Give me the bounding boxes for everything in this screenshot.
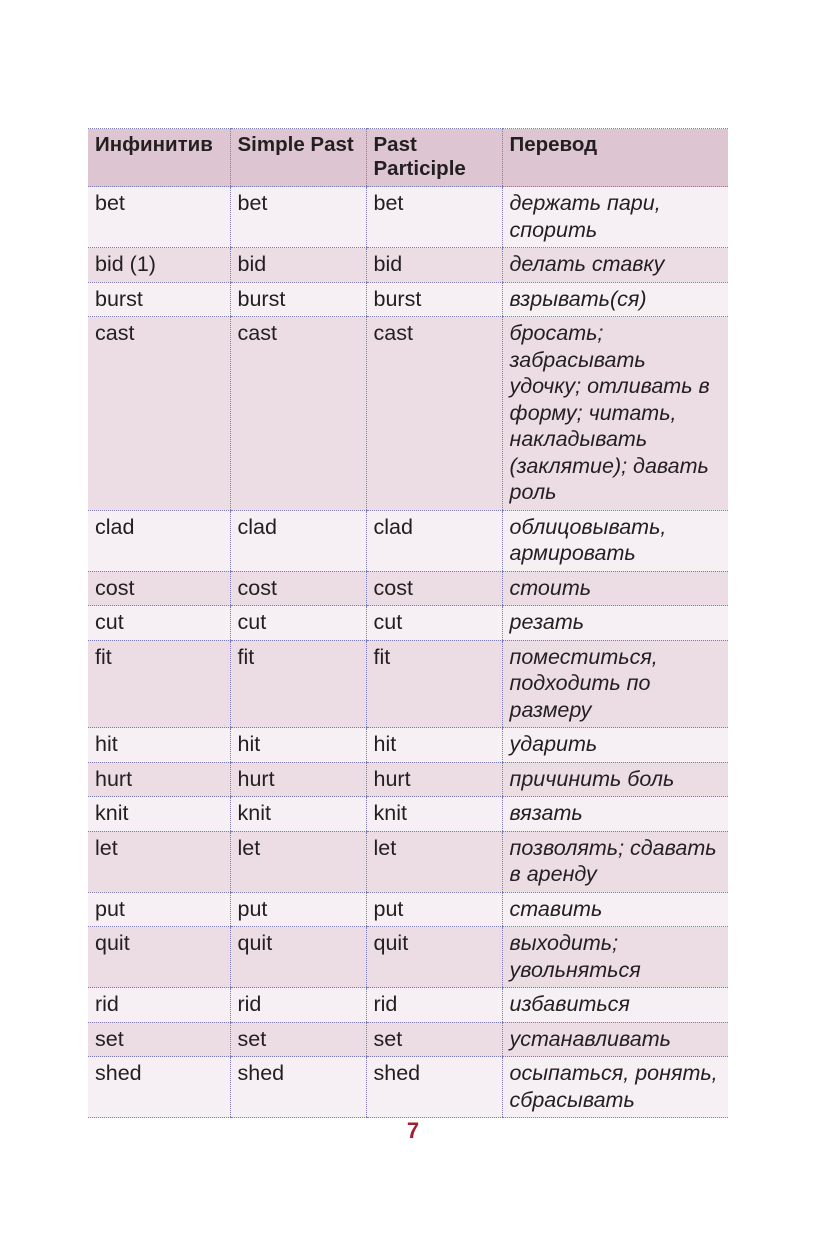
cell-translation: позволять; сдавать в аренду — [502, 831, 728, 892]
table-row — [88, 728, 728, 763]
cell-simple-past: burst — [230, 282, 366, 317]
table-row — [88, 317, 728, 511]
table-row — [88, 571, 728, 606]
cell-infinitive: cast — [88, 317, 230, 511]
header-infinitive: Инфинитив — [88, 129, 230, 187]
cell-infinitive: set — [88, 1022, 230, 1057]
cell-translation: поместиться, подходить по размеру — [502, 640, 728, 728]
cell-translation: ударить — [502, 728, 728, 763]
cell-past-participle: shed — [366, 1057, 502, 1118]
table-row — [88, 1022, 728, 1057]
cell-past-participle: cut — [366, 606, 502, 641]
cell-infinitive: fit — [88, 640, 230, 728]
cell-translation: бросать; забрасывать удочку; отливать в форму; читать, накладывать (заклятие); давать роль — [502, 317, 728, 511]
cell-simple-past: fit — [230, 640, 366, 728]
cell-translation: устанавливать — [502, 1022, 728, 1057]
cell-translation: облицовывать, армировать — [502, 510, 728, 571]
cell-simple-past: clad — [230, 510, 366, 571]
cell-infinitive: rid — [88, 988, 230, 1023]
cell-past-participle: bid — [366, 248, 502, 283]
table-row — [88, 1057, 728, 1118]
cell-translation: держать пари, спорить — [502, 187, 728, 248]
cell-past-participle: put — [366, 892, 502, 927]
cell-infinitive: shed — [88, 1057, 230, 1118]
cell-simple-past: rid — [230, 988, 366, 1023]
cell-infinitive: hit — [88, 728, 230, 763]
header-past-participle: Past Participle — [366, 129, 502, 187]
table-row — [88, 640, 728, 728]
page-number: 7 — [406, 1118, 420, 1143]
cell-simple-past: bet — [230, 187, 366, 248]
cell-translation: резать — [502, 606, 728, 641]
cell-translation: избавиться — [502, 988, 728, 1023]
cell-translation: взрывать(ся) — [502, 282, 728, 317]
cell-infinitive: quit — [88, 927, 230, 988]
cell-simple-past: cut — [230, 606, 366, 641]
cell-simple-past: let — [230, 831, 366, 892]
header-simple-past: Simple Past — [230, 129, 366, 187]
table-row — [88, 187, 728, 248]
cell-infinitive: knit — [88, 797, 230, 832]
cell-past-participle: cost — [366, 571, 502, 606]
table-row — [88, 762, 728, 797]
cell-simple-past: cost — [230, 571, 366, 606]
cell-infinitive: cut — [88, 606, 230, 641]
cell-translation: делать ставку — [502, 248, 728, 283]
table-row — [88, 606, 728, 641]
cell-translation: стоить — [502, 571, 728, 606]
cell-past-participle: knit — [366, 797, 502, 832]
cell-simple-past: cast — [230, 317, 366, 511]
table-header-row — [88, 129, 728, 187]
header-translation: Перевод — [502, 129, 728, 187]
table-row — [88, 282, 728, 317]
cell-past-participle: quit — [366, 927, 502, 988]
cell-translation: причинить боль — [502, 762, 728, 797]
table-row — [88, 510, 728, 571]
table-row — [88, 892, 728, 927]
cell-infinitive: bid (1) — [88, 248, 230, 283]
cell-simple-past: set — [230, 1022, 366, 1057]
cell-past-participle: hurt — [366, 762, 502, 797]
cell-simple-past: shed — [230, 1057, 366, 1118]
cell-infinitive: bet — [88, 187, 230, 248]
table-row — [88, 988, 728, 1023]
cell-past-participle: hit — [366, 728, 502, 763]
cell-simple-past: knit — [230, 797, 366, 832]
cell-infinitive: put — [88, 892, 230, 927]
cell-translation: выходить; увольняться — [502, 927, 728, 988]
table-row — [88, 927, 728, 988]
cell-simple-past: hurt — [230, 762, 366, 797]
cell-infinitive: burst — [88, 282, 230, 317]
cell-infinitive: cost — [88, 571, 230, 606]
cell-simple-past: hit — [230, 728, 366, 763]
cell-infinitive: clad — [88, 510, 230, 571]
table-row — [88, 797, 728, 832]
table-row — [88, 248, 728, 283]
cell-past-participle: rid — [366, 988, 502, 1023]
cell-infinitive: let — [88, 831, 230, 892]
cell-past-participle: set — [366, 1022, 502, 1057]
irregular-verbs-table — [88, 128, 728, 1118]
cell-past-participle: clad — [366, 510, 502, 571]
cell-translation: ставить — [502, 892, 728, 927]
cell-past-participle: burst — [366, 282, 502, 317]
cell-simple-past: put — [230, 892, 366, 927]
cell-translation: осыпаться, ронять, сбрасывать — [502, 1057, 728, 1118]
cell-past-participle: let — [366, 831, 502, 892]
cell-past-participle: fit — [366, 640, 502, 728]
cell-simple-past: bid — [230, 248, 366, 283]
cell-past-participle: bet — [366, 187, 502, 248]
cell-infinitive: hurt — [88, 762, 230, 797]
table-row — [88, 831, 728, 892]
cell-past-participle: cast — [366, 317, 502, 511]
cell-translation: вязать — [502, 797, 728, 832]
cell-simple-past: quit — [230, 927, 366, 988]
